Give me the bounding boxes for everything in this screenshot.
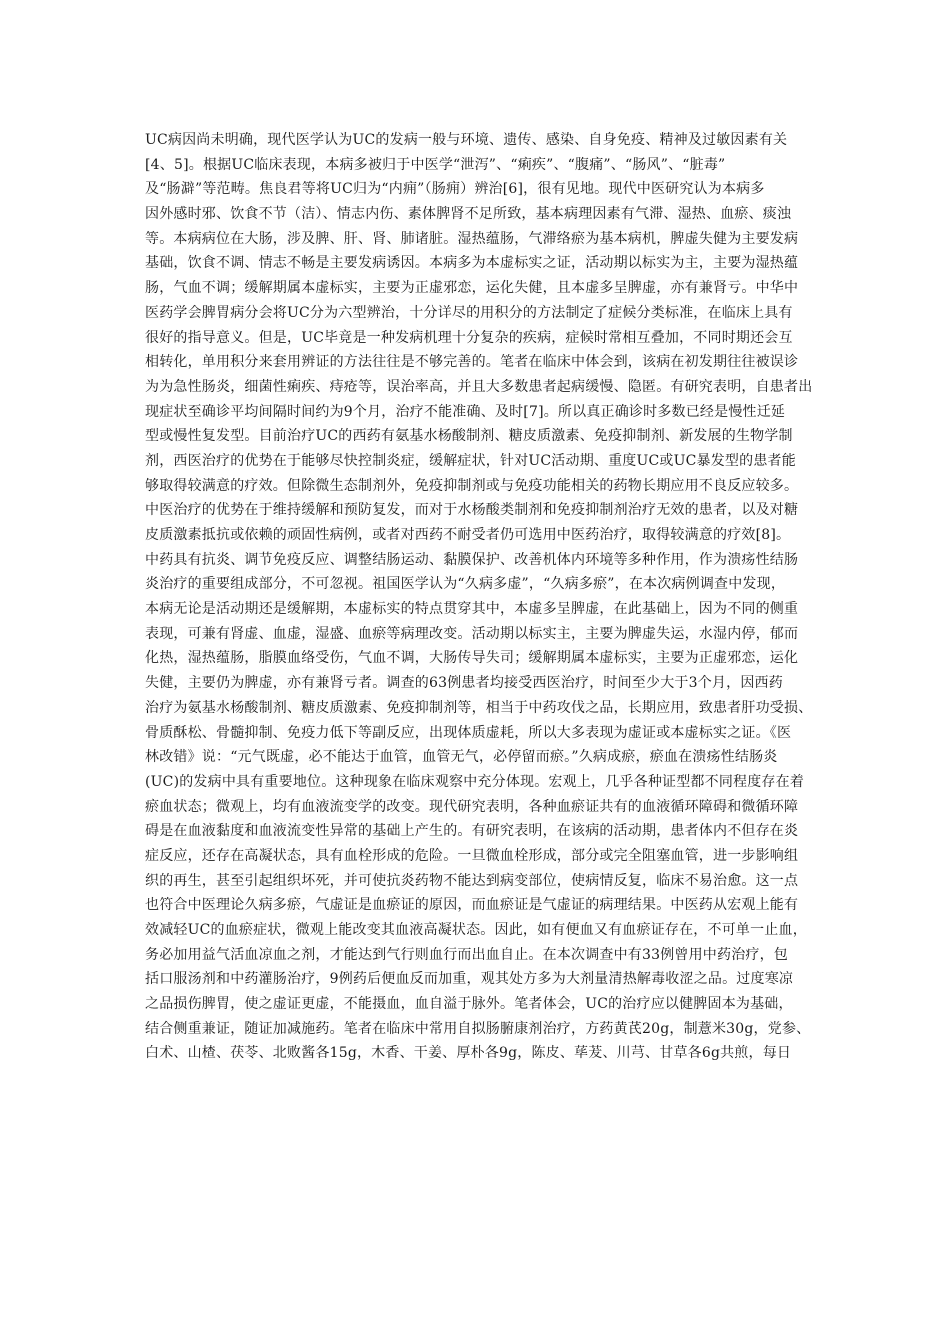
text-line: 基础，饮食不调、情志不畅是主要发病诱因。本病多为本虚标实之证，活动期以标实为主，主要为湿热蕴 xyxy=(145,255,799,272)
text-line: 瘀血状态；微观上，均有血液流变学的改变。现代研究表明，各种血瘀证共有的血液循环障碍和微循环障 xyxy=(145,798,799,815)
text-line: 现症状至确诊平均间隔时间约为9个月，治疗不能准确、及时[7]。所以真正确诊时多数已经是慢性迁延 xyxy=(145,403,786,420)
text-line: 化热，湿热蕴肠，脂膜血络受伤，气血不调，大肠传导失司；缓解期属本虚标实，主要为正虚邪恋，运化 xyxy=(145,650,799,667)
text-line: 症反应，还存在高凝状态，具有血栓形成的危险。一旦微血栓形成，部分或完全阻塞血管，进一步影响组 xyxy=(145,847,799,864)
text-line: 治疗为氨基水杨酸制剂、糖皮质激素、免疫抑制剂等，相当于中药攻伐之品，长期应用，致患者肝功受损、 xyxy=(145,699,813,716)
text-line: 因外感时邪、饮食不节（洁）、情志内伤、素体脾肾不足所致，基本病理因素有气滞、湿热、血瘀、痰浊 xyxy=(145,206,792,223)
text-line: 等。本病病位在大肠，涉及脾、肝、肾、肺诸脏。湿热蕴肠，气滞络瘀为基本病机，脾虚失健为主要发病 xyxy=(145,230,799,247)
text-line: 务必加用益气活血凉血之剂，才能达到气行则血行而出血自止。在本次调查中有33例曾用中药治疗，包 xyxy=(145,946,789,963)
text-line: 剂，西医治疗的优势在于能够尽快控制炎症，缓解症状，针对UC活动期、重度UC或UC暴发型的患者能 xyxy=(145,452,796,469)
text-line: 织的再生，甚至引起组织坏死，并可使抗炎药物不能达到病变部位，使病情反复，临床不易治愈。这一点 xyxy=(145,872,799,889)
text-line: 也符合中医理论久病多瘀，气虚证是血瘀证的原因，而血瘀证是气虚证的病理结果。中医药从宏观上能有 xyxy=(145,897,799,914)
text-line: 白术、山楂、茯苓、北败酱各15g，木香、干姜、厚朴各9g，陈皮、荜茇、川芎、甘草各6g共煎，每日 xyxy=(145,1045,792,1062)
text-line: 碍是在血液黏度和血液流变性异常的基础上产生的。有研究表明，在该病的活动期，患者体内不但存在炎 xyxy=(145,823,799,840)
text-line: 为为急性肠炎，细菌性痢疾、痔疮等，误治率高，并且大多数患者起病缓慢、隐匿。有研究表明，自患者出 xyxy=(145,378,813,395)
text-line: 肠，气血不调；缓解期属本虚标实，主要为正虚邪恋，运化失健，且本虚多呈脾虚，亦有兼肾亏。中华中 xyxy=(145,280,799,297)
text-line: 及“肠澼”等范畴。焦良君等将UC归为“内痈”（肠痈）辨治[6]，很有见地。现代中医研究认为本病多 xyxy=(145,181,765,198)
text-line: 皮质激素抵抗或依赖的顽固性病例，或者对西药不耐受者仍可选用中医药治疗，取得较满意的疗效[8]。 xyxy=(145,527,791,543)
text-line: 之品损伤脾胃，使之虚证更虚，不能摄血，血自溢于脉外。笔者体会，UC的治疗应以健脾固本为基础， xyxy=(145,996,793,1013)
text-line: 结合侧重兼证，随证加减施药。笔者在临床中常用自拟肠腑康剂治疗，方药黄芪20g，制薏米30g，党参、 xyxy=(145,1020,811,1037)
text-line: 炎治疗的重要组成部分，不可忽视。祖国医学认为“久病多虚”，“久病多瘀”，在本次病例调查中发现， xyxy=(145,576,786,593)
text-line: 效减轻UC的血瘀症状，微观上能改变其血液高凝状态。因此，如有便血又有血瘀证存在，不可单一止血， xyxy=(145,922,807,938)
text-line: 林改错》说：“元气既虚，必不能达于血管，血管无气，必停留而瘀。”久病成瘀，瘀血在溃疡性结肠炎 xyxy=(145,749,778,766)
text-line: 很好的指导意义。但是，UC毕竟是一种发病机理十分复杂的疾病，症候时常相互叠加，不同时期还会互 xyxy=(145,329,793,346)
text-line: 中药具有抗炎、调节免疫反应、调整结肠运动、黏膜保护、改善机体内环境等多种作用，作为溃疡性结肠 xyxy=(145,551,799,568)
body-text xyxy=(145,128,815,1066)
text-line: 够取得较满意的疗效。但除微生态制剂外，免疫抑制剂或与免疫功能相关的药物长期应用不良反应较多。 xyxy=(145,477,799,494)
text-line: 中医治疗的优势在于维持缓解和预防复发，而对于水杨酸类制剂和免疫抑制剂治疗无效的患者，以及对糖 xyxy=(145,502,799,519)
text-line: 本病无论是活动期还是缓解期，本虚标实的特点贯穿其中，本虚多呈脾虚，在此基础上，因为不同的侧重 xyxy=(145,601,799,618)
text-line: 型或慢性复发型。目前治疗UC的西药有氨基水杨酸制剂、糖皮质激素、免疫抑制剂、新发展的生物学制 xyxy=(145,428,793,445)
text-line: 失健，主要仍为脾虚，亦有兼肾亏者。调查的63例患者均接受西医治疗，时间至少大于3个月，因西药 xyxy=(145,675,783,692)
text-line: 括口服汤剂和中药灌肠治疗，9例药后便血反而加重，观其处方多为大剂量清热解毒收涩之品。过度寒凉 xyxy=(145,971,794,988)
text-line: 表现，可兼有肾虚、血虚，湿盛、血瘀等病理改变。活动期以标实主，主要为脾虚失运，水湿内停，郁而 xyxy=(145,625,799,642)
text-line: 医药学会脾胃病分会将UC分为六型辨治，十分详尽的用积分的方法制定了症候分类标准，在临床上具有 xyxy=(145,304,793,321)
text-line: UC病因尚未明确，现代医学认为UC的发病一般与环境、遗传、感染、自身免疫、精神及过敏因素有关 xyxy=(145,132,788,148)
text-line: 相转化，单用积分来套用辨证的方法往往是不够完善的。笔者在临床中体会到，该病在初发期往往被误诊 xyxy=(145,354,799,371)
text-line: (UC)的发病中具有重要地位。这种现象在临床观察中充分体现。宏观上，几乎各种证型都不同程度存在着 xyxy=(145,773,805,790)
text-line: 骨质酥松、骨髓抑制、免疫力低下等副反应，出现体质虚耗，所以大多表现为虚证或本虚标实之证。《医 xyxy=(145,724,792,741)
text-line: [4、5]。根据UC临床表现，本病多被归于中医学“泄泻”、“痢疾”、“腹痛”、“肠风”、“脏毒” xyxy=(145,156,726,173)
